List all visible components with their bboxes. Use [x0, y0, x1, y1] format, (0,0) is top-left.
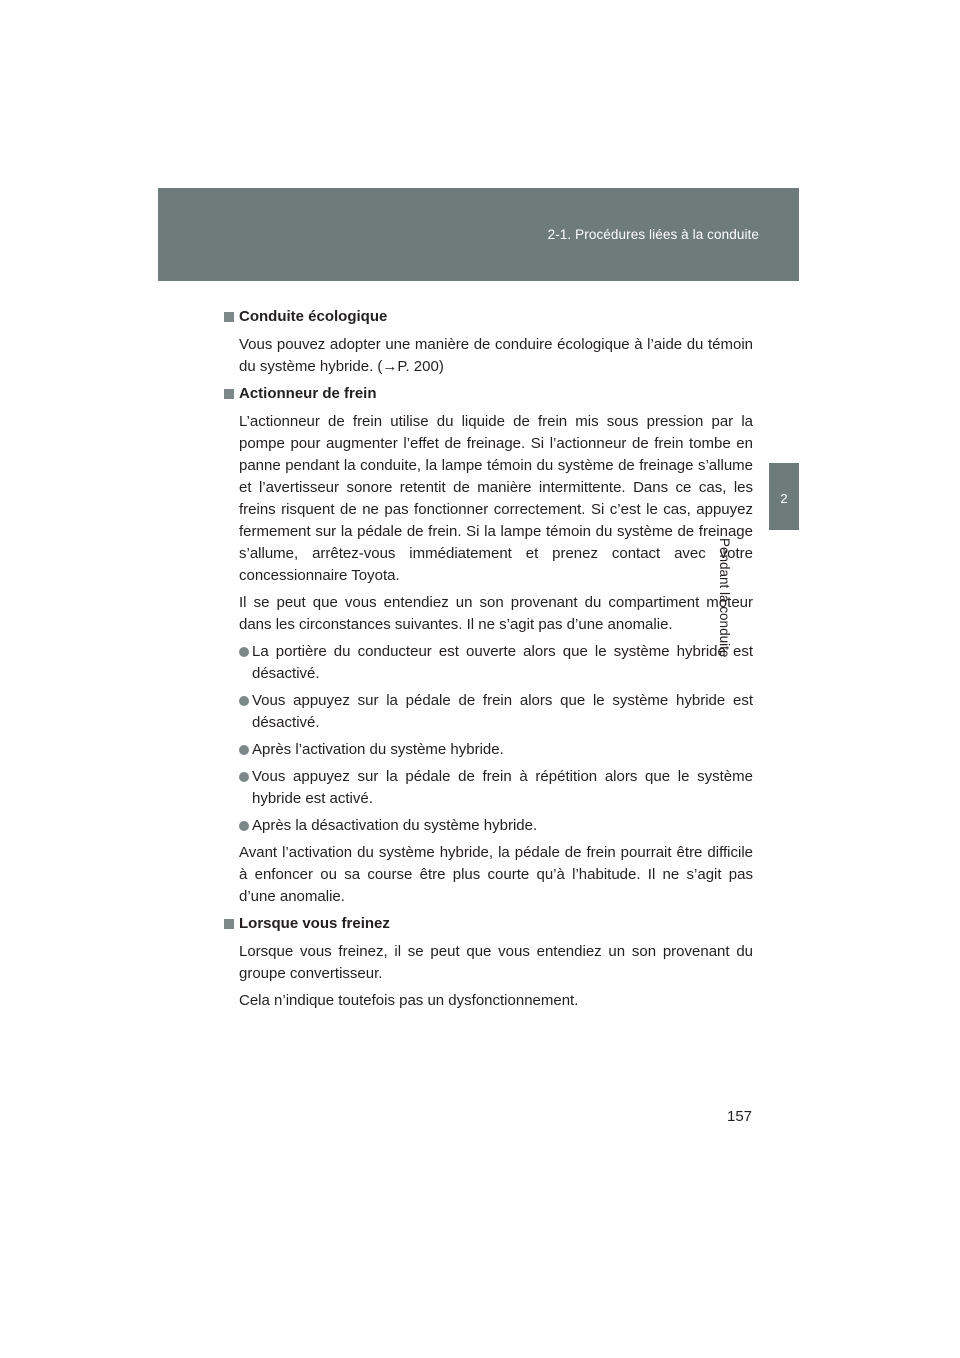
circle-bullet-icon — [239, 772, 249, 782]
chapter-tab — [769, 463, 799, 530]
circle-bullet-icon — [239, 745, 249, 755]
paragraph: Avant l’activation du système hybride, la pédale de frein pourrait être difficile à enfoncer ou sa course être plus courte qu’à l’habitude. Il ne s’agit pas d’une anomalie. — [239, 844, 753, 905]
list-item — [239, 690, 753, 734]
section-heading-eco — [224, 306, 753, 328]
list-item-text: Vous appuyez sur la pédale de frein alors que le système hybride est désactivé. — [252, 692, 753, 731]
paragraph: Vous pouvez adopter une manière de conduire écologique à l’aide du témoin du système hybride. (→P. 200) — [239, 336, 753, 375]
list-item-text: Après la désactivation du système hybride. — [252, 817, 538, 834]
chapter-header-bar — [158, 188, 799, 281]
chapter-tab-number: 2 — [780, 491, 788, 506]
paragraph: Lorsque vous freinez, il se peut que vous entendiez un son provenant du groupe convertisseur. — [239, 943, 753, 982]
paragraph: L’actionneur de frein utilise du liquide de frein mis sous pression par la pompe pour augmenter l’effet de freinage. Si l’actionneur de frein tombe en panne pendant la conduite, la lampe témoin du système de freinage s’allume et l’avertisseur sonore retentit de manière intermittente. Dans ce cas, les freins risquent de ne pas fonctionner correctement. Si c’est le cas, appuyez fermement sur la pédale de frein. Si la lampe témoin du système de freinage s’allume, arrêtez-vous immédiatement et prenez contact avec votre concessionnaire Toyota. — [239, 413, 753, 584]
list-item — [239, 739, 753, 761]
list-item — [239, 641, 753, 685]
list-item-text: Vous appuyez sur la pédale de frein à répétition alors que le système hybride est activé. — [252, 768, 753, 807]
section-heading-text: Conduite écologique — [239, 308, 388, 325]
circle-bullet-icon — [239, 821, 249, 831]
section-heading-text: Actionneur de frein — [239, 385, 377, 402]
chapter-title: 2-1. Procédures liées à la conduite — [547, 227, 759, 242]
section-heading-text: Lorsque vous freinez — [239, 915, 390, 932]
list-item — [239, 815, 753, 837]
circle-bullet-icon — [239, 647, 249, 657]
page-number: 157 — [727, 1108, 753, 1125]
paragraph: Il se peut que vous entendiez un son provenant du compartiment moteur dans les circonstances suivantes. Il ne s’agit pas d’une anomalie. — [239, 594, 753, 633]
section-heading-brake — [224, 383, 753, 405]
section-heading-braking — [224, 913, 753, 935]
list-item-text: La portière du conducteur est ouverte alors que le système hybride est désactivé. — [252, 643, 753, 682]
square-bullet-icon — [224, 919, 234, 929]
circle-bullet-icon — [239, 696, 249, 706]
chapter-side-label — [716, 538, 796, 673]
list-item — [239, 766, 753, 810]
list-item-text: Après l’activation du système hybride. — [252, 741, 504, 758]
square-bullet-icon — [224, 312, 234, 322]
page-content — [224, 306, 753, 1017]
square-bullet-icon — [224, 389, 234, 399]
chapter-side-label-text: Pendant la conduite — [716, 538, 732, 658]
paragraph: Cela n’indique toutefois pas un dysfonctionnement. — [239, 992, 579, 1009]
